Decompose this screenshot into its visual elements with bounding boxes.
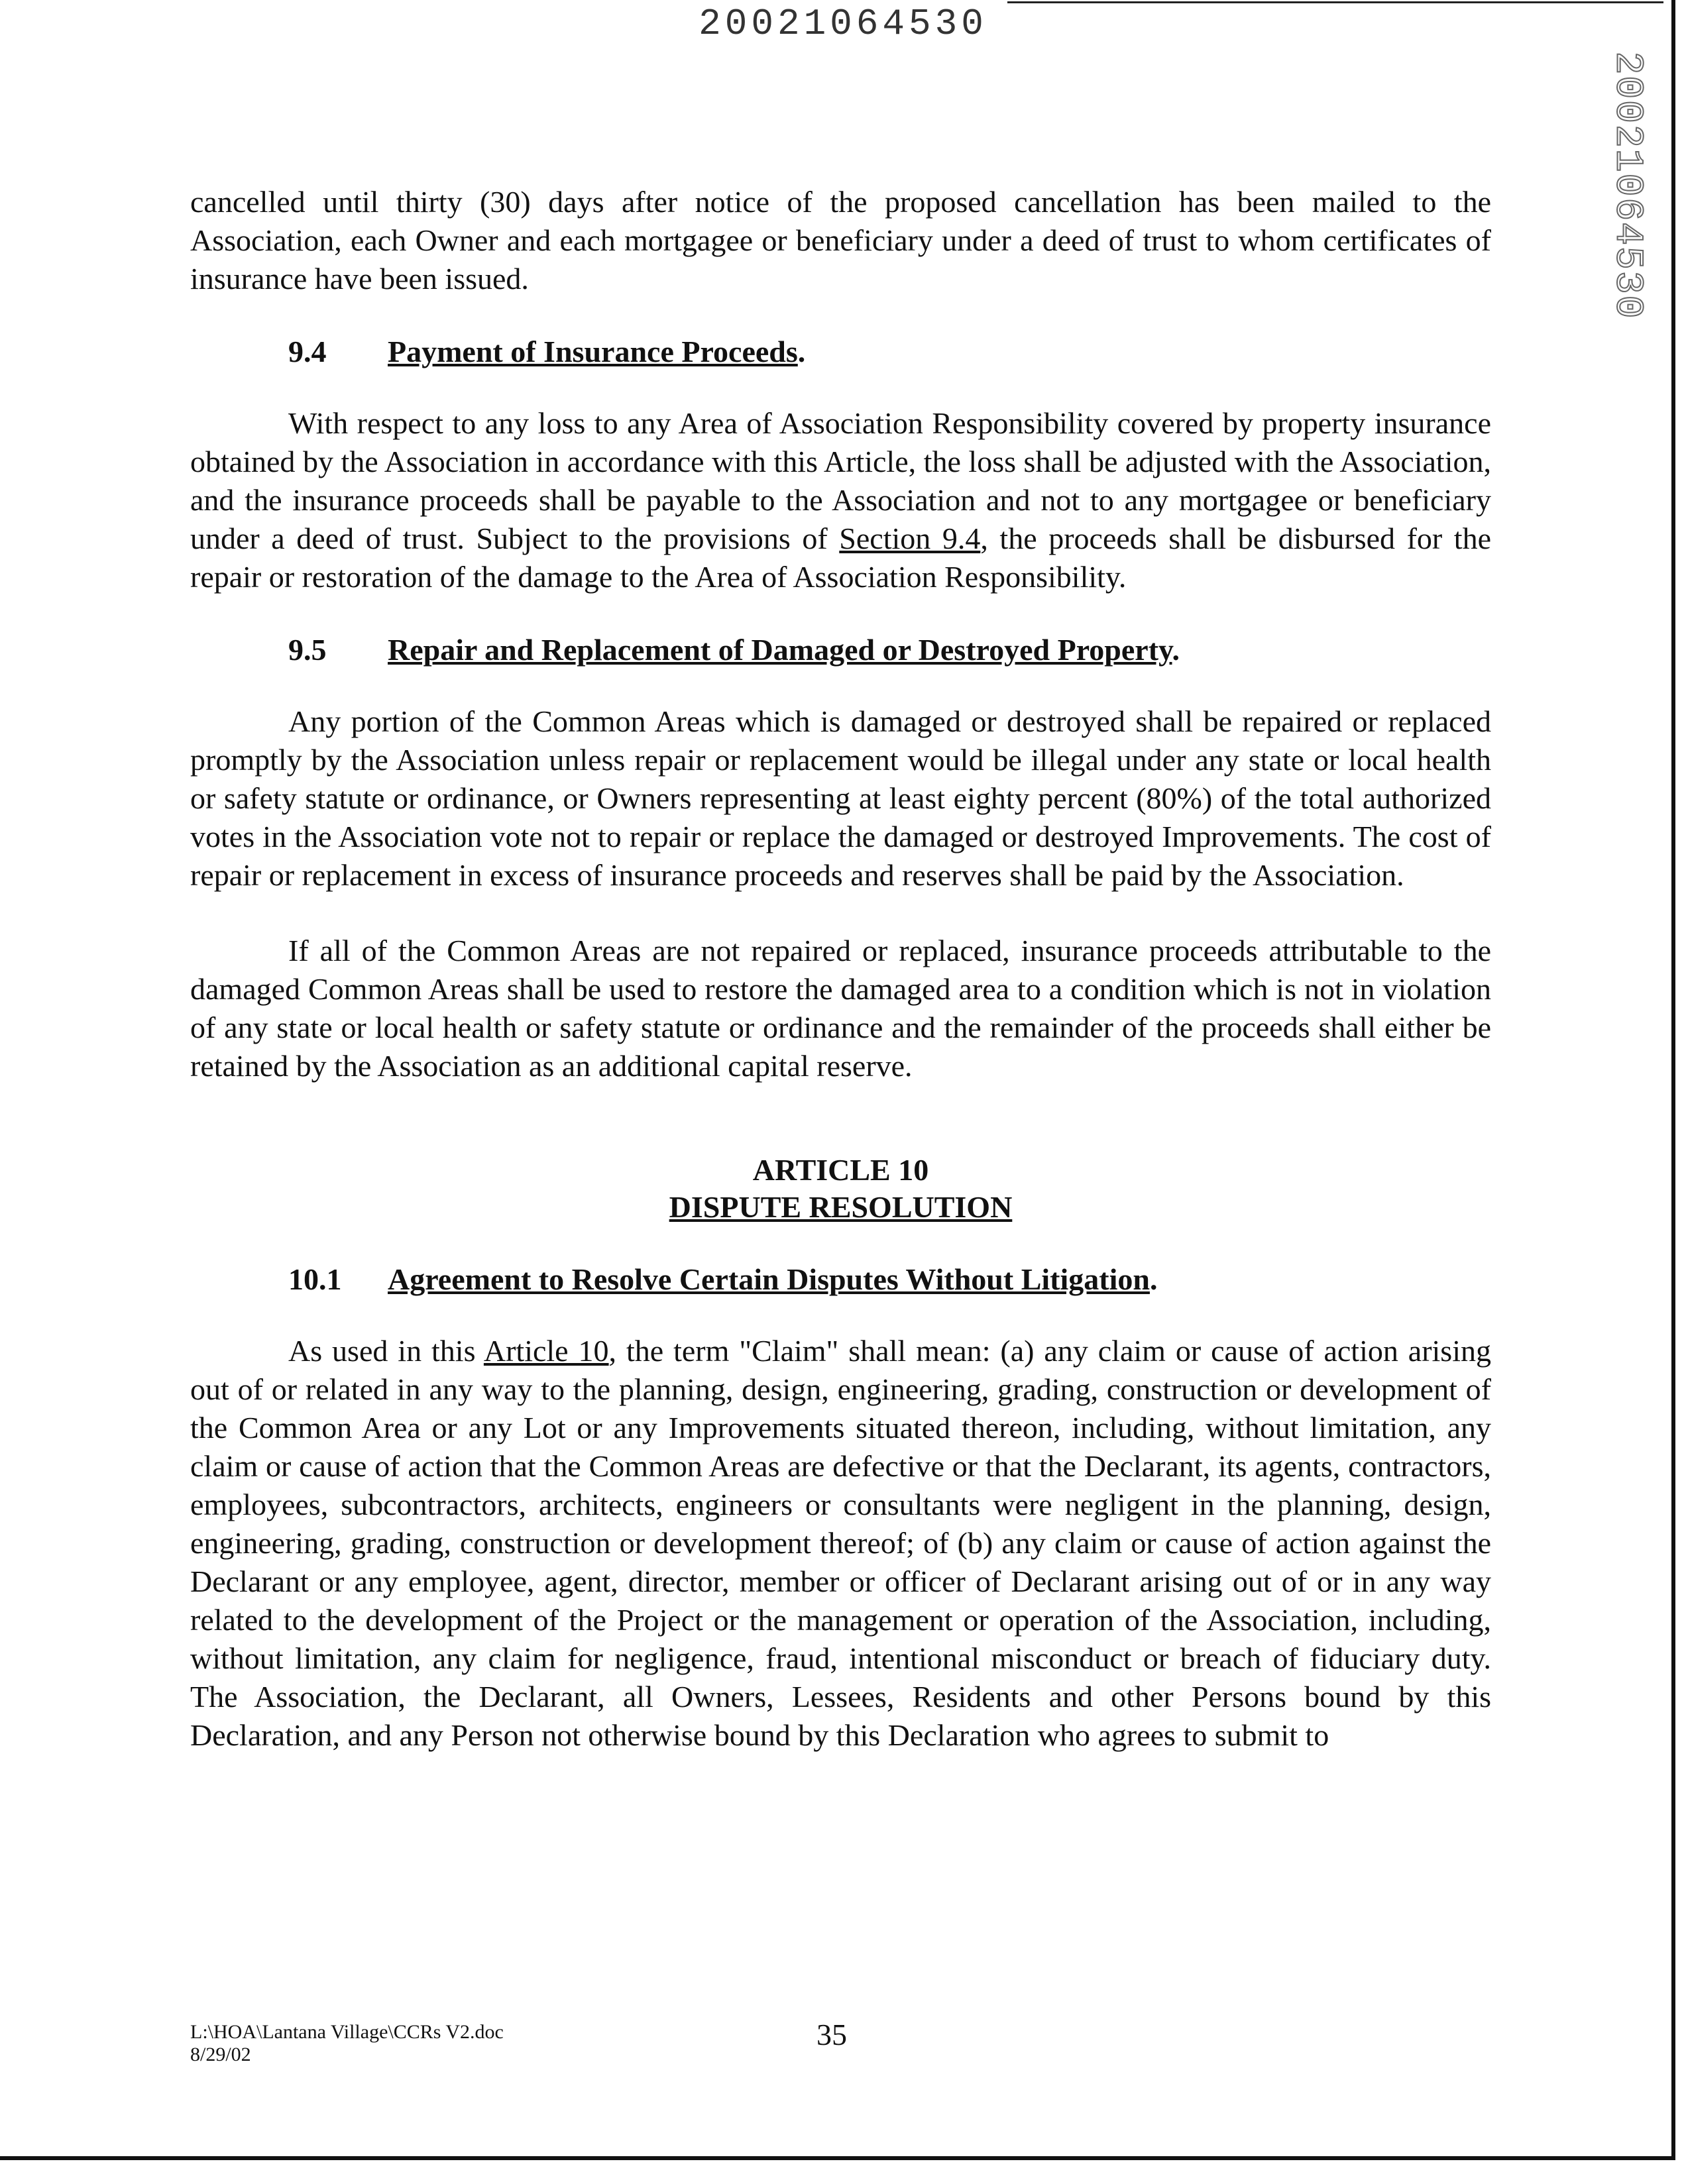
section-number: 10.1	[288, 1262, 342, 1296]
page-body	[190, 183, 1491, 1755]
article-label: ARTICLE 10	[752, 1153, 929, 1187]
section-number: 9.5	[288, 633, 327, 667]
paragraph-continuation: cancelled until thirty (30) days after notice of the proposed cancellation has been mailed to the Association, each Owner and each mortgagee or beneficiary under a deed of trust to whom certificates of insurance have been issued.	[190, 185, 1491, 296]
section-reference-link: Section 9.4	[839, 521, 981, 555]
page-number: 35	[816, 2018, 847, 2051]
article-reference-link: Article 10	[483, 1334, 609, 1368]
paragraph-text: As used in this	[288, 1334, 484, 1368]
section-number: 9.4	[288, 335, 327, 368]
footer-date: 8/29/02	[190, 2044, 251, 2065]
section-heading-9-5	[190, 631, 1491, 669]
section-title: Agreement to Resolve Certain Disputes Without Litigation	[388, 1262, 1150, 1296]
paragraph-text: , the term "Claim" shall mean: (a) any claim or cause of action arising out of or related in any way to the planning, design, engineering, grading, construction or development of the Common Area or any Lot or any Improvements situated thereon, including, without limitation, any claim or cause of action that the Common Areas are defective or that the Declarant, its agents, contractors, employees, subcontractors, architects, engineers or consultants were negligent in the planning, design, engineering, grading, construction or development thereof; of (b) any claim or cause of action against the Declarant or any employee, agent, director, member or officer of Declarant arising out of or in any way related to the development of the Project or the management or operation of the Association, including, without limitation, any claim for negligence, fraud, intentional misconduct or breach of fiduciary duty. The Association, the Declarant, all Owners, Lessees, Residents and other Persons bound by this Declaration, and any Person not otherwise bound by this Declaration who agrees to submit to	[190, 1334, 1491, 1752]
section-title-wrap: Agreement to Resolve Certain Disputes Without Litigation.	[388, 1262, 1158, 1296]
side-stamp	[1597, 51, 1657, 320]
paragraph-repair-replacement: Any portion of the Common Areas which is damaged or destroyed shall be repaired or replaced promptly by the Association unless repair or replacement would be illegal under any state or local health or safety statute or ordinance, or Owners representing at least eighty percent (80%) of the total authorized votes in the Association vote not to repair or replace the damaged or destroyed Improvements. The cost of repair or replacement in excess of insurance proceeds and reserves shall be paid by the Association.	[190, 704, 1491, 892]
paragraph-claim-definition	[190, 1332, 1491, 1755]
document-number: 20021064530	[699, 3, 987, 45]
footer-file-path: L:\HOA\Lantana Village\CCRs V2.doc	[190, 2021, 504, 2043]
footer-file-info	[190, 2021, 504, 2066]
bottom-border	[0, 2156, 1675, 2160]
section-heading-9-4	[190, 333, 1491, 371]
section-title: Payment of Insurance Proceeds	[388, 335, 798, 368]
section-title-wrap: Payment of Insurance Proceeds.	[388, 335, 806, 368]
paragraph-text: , the proceeds shall be disbursed for the repair or restoration of the damage to the Area of Association Responsibility.	[190, 521, 1491, 594]
section-title-wrap: Repair and Replacement of Damaged or Destroyed Property.	[388, 633, 1180, 667]
paragraph-text: With respect to any loss to any Area of Association Responsibility covered by property insurance obtained by the Association in accordance with this Article, the loss shall be adjusted with the Association, and the insurance proceeds shall be payable to the Association and not to any mortgagee or beneficiary under a deed of trust. Subject to the provisions of	[190, 406, 1491, 555]
section-title: Repair and Replacement of Damaged or Destroyed Property	[388, 633, 1172, 667]
paragraph-common-areas: If all of the Common Areas are not repaired or replaced, insurance proceeds attributable to the damaged Common Areas shall be used to restore the damaged area to a condition which is not in violation of any state or local health or safety statute or ordinance and the remainder of the proceeds shall either be retained by the Association as an additional capital reserve.	[190, 934, 1491, 1083]
article-title: DISPUTE RESOLUTION	[669, 1190, 1013, 1224]
section-heading-10-1	[190, 1260, 1491, 1299]
side-stamp-text: 20021064530	[1605, 51, 1649, 320]
right-border	[1671, 0, 1675, 2160]
paragraph-insurance-proceeds	[190, 404, 1491, 596]
article-heading	[190, 1152, 1491, 1226]
